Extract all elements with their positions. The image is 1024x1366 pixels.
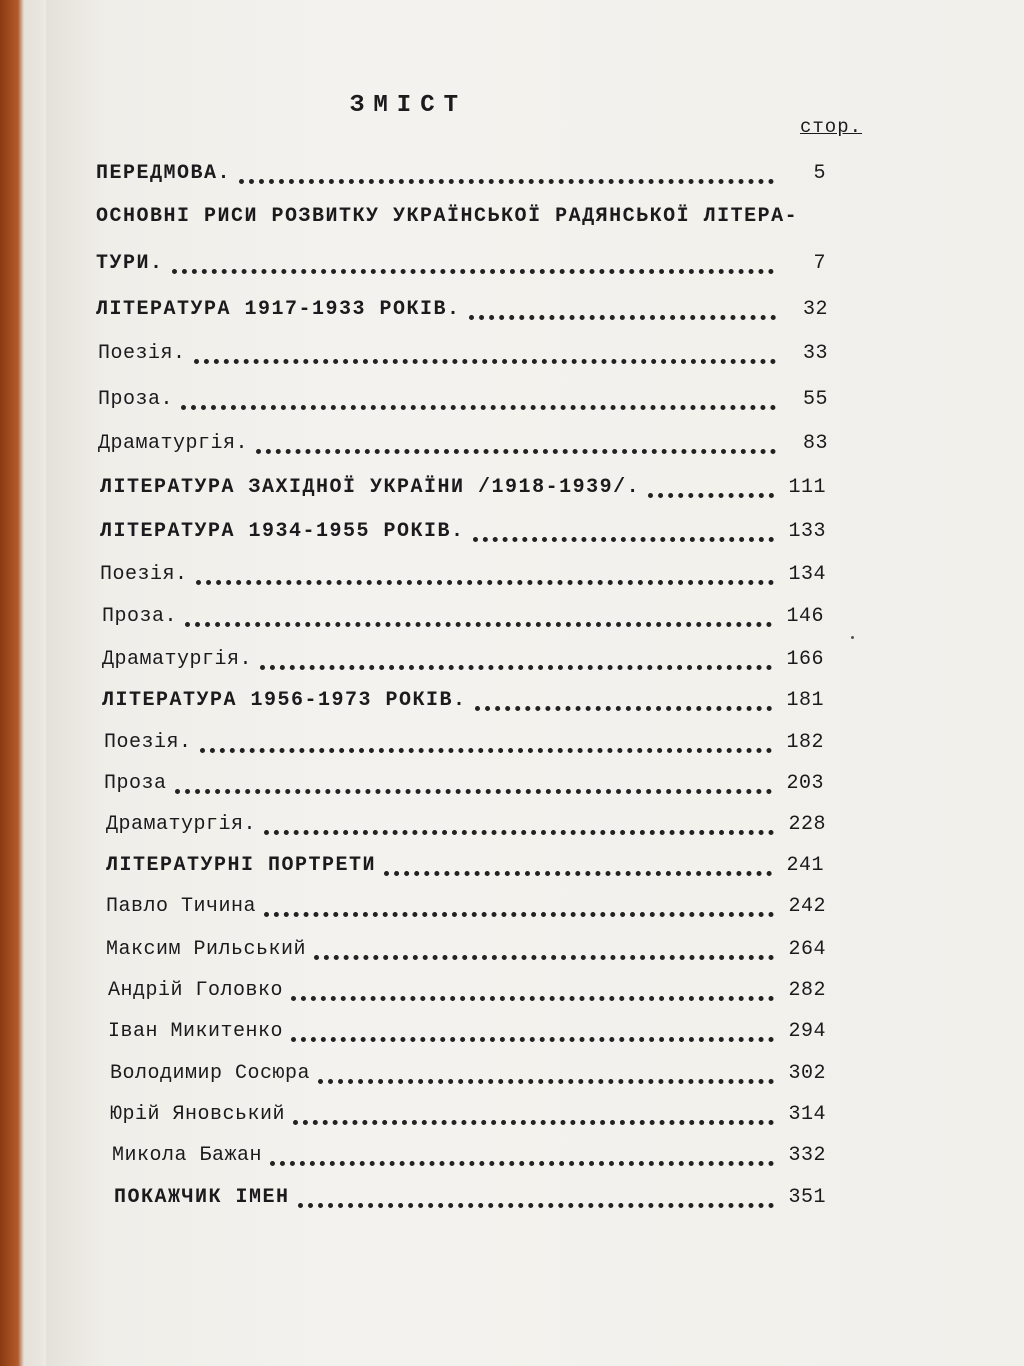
toc-entry bbox=[96, 162, 826, 192]
toc-entry-label: Іван Микитенко bbox=[108, 1020, 284, 1043]
toc-entry-label: Проза. bbox=[102, 605, 178, 628]
toc-title: ЗМІСТ bbox=[350, 92, 468, 119]
toc-entry bbox=[106, 895, 826, 925]
dot-leader bbox=[239, 179, 774, 184]
toc-entry-page: 55 bbox=[802, 388, 828, 411]
toc-entry-page: 302 bbox=[788, 1062, 826, 1085]
toc-entry-label: Юрій Яновський bbox=[110, 1103, 286, 1126]
toc-entry-label: Драматургія. bbox=[102, 648, 253, 671]
toc-entry bbox=[108, 1020, 826, 1050]
toc-entry-label: Проза. bbox=[98, 388, 174, 411]
toc-entry bbox=[104, 772, 824, 802]
toc-entry-label: Поезія. bbox=[100, 563, 188, 586]
toc-entry-label: ТУРИ. bbox=[96, 252, 164, 275]
dot-leader bbox=[384, 871, 772, 876]
toc-entry bbox=[98, 342, 828, 372]
toc-entry-page: 7 bbox=[813, 252, 826, 275]
toc-entry-label: Драматургія. bbox=[98, 432, 249, 455]
toc-entry-label: Поезія. bbox=[98, 342, 186, 365]
dot-leader bbox=[194, 359, 776, 364]
toc-entry bbox=[98, 388, 828, 418]
toc-entry bbox=[100, 476, 826, 506]
dot-leader bbox=[181, 405, 776, 410]
toc-entry bbox=[96, 298, 828, 328]
toc-entry-label: Павло Тичина bbox=[106, 895, 257, 918]
dot-leader bbox=[200, 748, 772, 753]
toc-entry-page: 33 bbox=[802, 342, 828, 365]
dot-leader bbox=[298, 1203, 774, 1208]
dot-leader bbox=[270, 1161, 774, 1166]
toc-entry bbox=[100, 520, 826, 550]
toc-entry-page: 264 bbox=[788, 938, 826, 961]
toc-entry-page: 32 bbox=[802, 298, 828, 321]
toc-entry-label: Микола Бажан bbox=[112, 1144, 263, 1167]
toc-entry-label: ПЕРЕДМОВА. bbox=[96, 162, 232, 185]
dot-leader bbox=[264, 912, 774, 917]
toc-entry-label: ЛІТЕРАТУРА 1956-1973 РОКІВ. bbox=[102, 689, 467, 712]
toc-entry bbox=[96, 205, 799, 235]
toc-entry-label: ЛІТЕРАТУРА ЗАХІДНОЇ УКРАЇНИ /1918-1939/. bbox=[100, 476, 641, 499]
dot-leader bbox=[256, 449, 776, 454]
toc-entry-page: 314 bbox=[788, 1103, 826, 1126]
toc-entry-label: Андрій Головко bbox=[108, 979, 284, 1002]
dot-leader bbox=[291, 1037, 774, 1042]
toc-entry-page: 332 bbox=[788, 1144, 826, 1167]
dot-leader bbox=[293, 1120, 774, 1125]
dot-leader bbox=[175, 789, 772, 794]
toc-entry bbox=[106, 938, 826, 968]
dot-leader bbox=[185, 622, 772, 627]
toc-entry-label: Максим Рильський bbox=[106, 938, 307, 961]
book-spine-edge bbox=[0, 0, 46, 1366]
toc-entry bbox=[114, 1186, 826, 1216]
toc-entry-page: 282 bbox=[788, 979, 826, 1002]
toc-entry-label: ЛІТЕРАТУРА 1934-1955 РОКІВ. bbox=[100, 520, 465, 543]
toc-entry-page: 351 bbox=[788, 1186, 826, 1209]
toc-entry bbox=[102, 648, 824, 678]
toc-entry bbox=[104, 731, 824, 761]
toc-entry-page: 228 bbox=[788, 813, 826, 836]
toc-entry bbox=[102, 689, 824, 719]
toc-entry-label: Володимир Сосюра bbox=[110, 1062, 311, 1085]
dot-leader bbox=[172, 269, 774, 274]
dot-leader bbox=[318, 1079, 774, 1084]
toc-entry-page: 83 bbox=[802, 432, 828, 455]
toc-entry-label: Поезія. bbox=[104, 731, 192, 754]
dot-leader bbox=[260, 665, 772, 670]
toc-entry-page: 111 bbox=[788, 476, 826, 499]
dot-leader bbox=[469, 315, 776, 320]
toc-entry bbox=[106, 813, 826, 843]
dot-leader bbox=[291, 996, 774, 1001]
toc-entry-label: ЛІТЕРАТУРНІ ПОРТРЕТИ bbox=[106, 854, 377, 877]
toc-entry bbox=[102, 605, 824, 635]
toc-entry bbox=[96, 252, 826, 282]
toc-entry-label: Драматургія. bbox=[106, 813, 257, 836]
dot-leader bbox=[196, 580, 774, 585]
toc-entry bbox=[100, 563, 826, 593]
page-column-label: стор. bbox=[800, 116, 863, 138]
toc-entry bbox=[108, 979, 826, 1009]
dot-leader bbox=[473, 537, 774, 542]
toc-entry-page: 181 bbox=[786, 689, 824, 712]
toc-entry-label: ПОКАЖЧИК ІМЕН bbox=[114, 1186, 290, 1209]
toc-entry-page: 182 bbox=[786, 731, 824, 754]
toc-entry-page: 5 bbox=[813, 162, 826, 185]
toc-entry-label: ОСНОВНІ РИСИ РОЗВИТКУ УКРАЇНСЬКОЇ РАДЯНСЬКОЇ ЛІТЕРА- bbox=[96, 205, 799, 228]
toc-entry-page: 203 bbox=[786, 772, 824, 795]
toc-entry-page: 133 bbox=[788, 520, 826, 543]
toc-entry bbox=[110, 1103, 826, 1133]
toc-entry bbox=[98, 432, 828, 462]
dot-leader bbox=[264, 830, 774, 835]
dot-leader bbox=[648, 493, 774, 498]
toc-entry-page: 134 bbox=[788, 563, 826, 586]
dot-leader bbox=[314, 955, 774, 960]
toc-entry-label: Проза bbox=[104, 772, 167, 795]
toc-entry bbox=[106, 854, 824, 884]
toc-entry-page: 146 bbox=[786, 605, 824, 628]
toc-entry bbox=[110, 1062, 826, 1092]
toc-entry bbox=[112, 1144, 826, 1174]
paper-speck bbox=[851, 636, 854, 639]
toc-entry-page: 241 bbox=[786, 854, 824, 877]
dot-leader bbox=[475, 706, 772, 711]
toc-entry-page: 242 bbox=[788, 895, 826, 918]
toc-entry-page: 294 bbox=[788, 1020, 826, 1043]
toc-entry-page: 166 bbox=[786, 648, 824, 671]
toc-entry-label: ЛІТЕРАТУРА 1917-1933 РОКІВ. bbox=[96, 298, 461, 321]
